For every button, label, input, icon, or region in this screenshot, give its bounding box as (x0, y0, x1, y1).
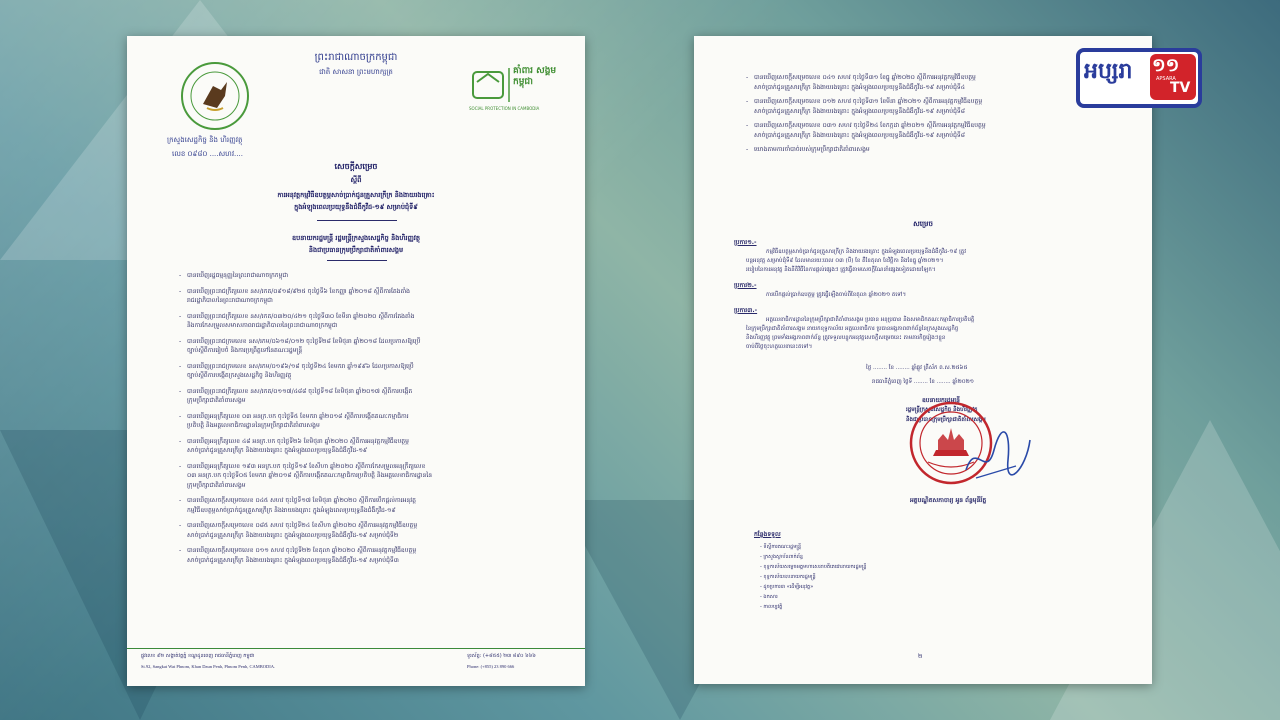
date-lunar: ថ្ងៃ ........ ខែ ........ ឆ្នាំឆ្លូវ ត្រីស័ក ព.ស.២៥៦៥ (866, 365, 968, 371)
clause-line (754, 132, 1127, 141)
clause-text: ក្រុមប្រឹក្សាជាតិគាំពារសង្គម (187, 481, 246, 489)
signatory-title: រដ្ឋមន្ត្រីក្រសួងសេដ្ឋកិច្ច និងហិរញ្ញវត្ថុ (906, 407, 978, 413)
signatory-name: អគ្គបណ្ឌិតសភាចារ្យ អូន ព័ន្ធមុនីរ័ត្ន (910, 497, 987, 504)
clause-text: សាច់ប្រាក់ជូនគ្រួសារក្រីក្រ និងងាយរងគ្រោះ ក្នុងអំឡុងពេលប្រយុទ្ធនឹងជំងឺកូវីដ-១៩ សម្រាប់ជុំទី៣ (187, 556, 399, 564)
signature (956, 420, 1036, 490)
recipient-item (760, 574, 816, 581)
clause-line (179, 387, 560, 397)
clause-line (746, 98, 1127, 107)
bullet-dash: - (179, 547, 182, 554)
clause-text: បានឃើញអនុក្រឹត្យលេខ ១៩៣ អនក្រ.បក ចុះថ្ងៃទី១៩ ខែសីហា ឆ្នាំ២០២០ ស្ដីពីការកែសម្រួលអនុក្រឹត្យលេខ (187, 462, 426, 470)
recipient-item (760, 554, 803, 561)
clause-text: បានឃើញព្រះរាជក្រមលេខ នស/រកម/០១៩៦/១៨ ចុះថ្ងៃទី២៤ ខែមករា ឆ្នាំ១៩៩៦ ដែលប្រកាសឱ្យប្រើ (187, 362, 414, 370)
recipient-item (760, 564, 866, 571)
clause-line (179, 497, 560, 506)
bullet-dash: - (760, 564, 764, 570)
channel-logo (1076, 48, 1202, 108)
clause-text: កម្មវិធីឧបត្ថម្ភសាច់ប្រាក់ជូនគ្រួសារក្រីក្រ និងងាយរងគ្រោះ ក្នុងអំឡុងពេលប្រយុទ្ធនឹងជំងឺកូវីដ-១៩ (187, 506, 396, 514)
bullet-dash: - (760, 594, 764, 600)
channel-tv: TV (1170, 80, 1191, 96)
signatory-title: ឧបនាយករដ្ឋមន្ត្រី (922, 397, 960, 404)
bullet-dash: - (179, 312, 182, 320)
clause-line (179, 462, 560, 472)
clause-text: ០៣ អនក្រ.បក ចុះថ្ងៃទី០៥ ខែមករា ឆ្នាំ២០១៨ ស្ដីពីការបង្កើតគណៈកម្មាធិការប្រតិបត្តិ និងអគ្គលេខាធិការដ្ឋាននៃ (187, 472, 433, 479)
recipient-item (760, 594, 778, 601)
article-line: កម្មវិធីឧបត្ថម្ភសាច់ប្រាក់ជូនគ្រួសារក្រីក្រ និងងាយរងគ្រោះ ក្នុងអំឡុងពេលប្រយុទ្ធនឹងជំងឺកូវីដ-១៩ ត្រូវ (766, 249, 966, 255)
bullet-dash: - (179, 272, 182, 279)
channel-name: អប្សរា (1084, 59, 1133, 84)
bullet-dash: - (179, 497, 182, 504)
clause-line (179, 312, 560, 322)
clause-line (187, 397, 560, 406)
clause-text: បានឃើញសេចក្ដីសម្រេចលេខ ០៤៥ សហវ ចុះថ្ងៃទី១៧ ខែមិថុនា ឆ្នាំ២០២០ ស្ដីពីការបើកផ្ដល់ការអនុវត្ត (187, 497, 416, 504)
recipient-text: ខុទ្ទកាល័យសម្ដេចអគ្គមហាសេនាបតីតេជោនាយករដ្ឋមន្ត្រី (763, 564, 867, 570)
bullet-dash: - (746, 98, 749, 105)
footer-phone-en: Phone: (+855) 23 890 666 (467, 664, 515, 669)
recipient-item (760, 604, 782, 611)
article-line: ការបើកផ្ដល់ប្រាក់ឧបត្ថម្ភ ត្រូវធ្វើឡើងចាប់ពីខែតុលា ឆ្នាំ២០២១ តទៅ។ (766, 292, 906, 298)
kingdom-title: ព្រះរាជាណាចក្រកម្ពុជា (314, 52, 398, 63)
article-line: និងហិរញ្ញវត្ថុ ព្រមទាំងអង្គភាពពាក់ព័ន្ធ ត្រូវទទួលបន្ទុកអនុវត្តសេចក្ដីសម្រេចនេះ តាមភារកិច្ចរៀងៗខ្លួន (746, 335, 946, 341)
clause-line (746, 122, 1127, 131)
article-line: របៀបនៃការអនុវត្ត និងនីតិវិធីនៃការផ្ដល់ផ្សេងៗ ត្រូវធ្វើតាមសេចក្ដីណែនាំផ្សេងទៀតដោយឡែក។ (746, 267, 936, 273)
decides-heading: សម្រេច (913, 220, 933, 228)
recipient-item (760, 584, 813, 591)
ministry-name: ក្រសួងសេដ្ឋកិច្ច និង ហិរញ្ញវត្ថុ (167, 136, 243, 144)
clause-text: រាជរដ្ឋាភិបាលនៃព្រះរាជាណាចក្រកម្ពុជា (187, 297, 273, 304)
clause-line (179, 522, 560, 531)
clause-text: បានឃើញព្រះរាជក្រឹត្យលេខ នស/រកត/០១១៧/៤៨៨ ចុះថ្ងៃទី១៨ ខែមិថុនា ឆ្នាំ២០១៧ ស្ដីពីការបង្កើត (187, 387, 413, 395)
footer-phone-kh: ទូរស័ព្ទ: (+៨៥៥) ២៣ ៨៩០ ៦៦៦ (467, 653, 536, 659)
recipient-text: ដូចប្រការ៣ «ដើម្បីអនុវត្ត» (763, 584, 814, 590)
clause-text: សាច់ប្រាក់ជូនគ្រួសារក្រីក្រ និងងាយរងគ្រោះ ក្នុងអំឡុងពេលប្រយុទ្ធនឹងជំងឺកូវីដ-១៩ សម្រាប់ជុំទី៨ (754, 131, 965, 139)
bullet-dash: - (179, 387, 182, 395)
clause-text: និងការកែសម្រួលសមាសភាពរាជរដ្ឋាភិបាលនៃព្រះរាជាណាចក្រកម្ពុជា (187, 322, 338, 329)
article-line: អគ្គលេខាធិការដ្ឋាននៃក្រុមប្រឹក្សាជាតិគាំពារសង្គម ប្រធាន អនុប្រធាន និងសមាជិកគណៈកម្មាធិការប្រតិបត្តិ (766, 317, 975, 323)
clause-text: សាច់ប្រាក់ជូនគ្រួសារក្រីក្រ និងងាយរងគ្រោះ ក្នុងអំឡុងពេលប្រយុទ្ធនឹងជំងឺកូវីដ-១៩ សម្រាប់ជុំទី៤ (754, 83, 965, 91)
footer-address-en: St.92, Sangkat Wat Phnom, Khan Daun Penh, Phnom Penh, CAMBODIA. (141, 664, 276, 669)
bullet-dash: - (179, 412, 182, 420)
authority-line: និងជាប្រធានក្រុមប្រឹក្សាជាតិគាំពារសង្គម (308, 246, 404, 254)
clause-line (179, 337, 560, 347)
subject-line: ការអនុវត្តកម្មវិធីឧបត្ថម្ភសាច់ប្រាក់ជូនគ្រួសារក្រីក្រ និងងាយរងគ្រោះ (277, 191, 435, 199)
footer-divider (127, 648, 585, 649)
article-line: បន្តអនុវត្ត សម្រាប់ជុំទី៩ ដែលមានរយៈពេល ០៣ (បី) ខែ គឺខែតុលា ខែវិច្ឆិកា និងខែធ្នូ ឆ្នាំ២០២១។ (746, 258, 944, 264)
clause-text: បានឃើញអនុក្រឹត្យលេខ ០៣ អនក្រ.បក ចុះថ្ងៃទី៥ ខែមករា ឆ្នាំ២០១៨ ស្ដីពីការបង្កើតគណៈកម្មាធិការ (187, 412, 409, 420)
clause-text: បានឃើញសេចក្ដីសម្រេចលេខ ០៣១ សហវ ចុះថ្ងៃទី២៤ ខែកក្កដា ឆ្នាំ២០២១ ស្ដីពីការអនុវត្តកម្មវិធីឧបត្ថម្ភ (754, 122, 986, 129)
clause-line (187, 422, 560, 431)
bullet-dash: - (179, 462, 182, 470)
clause-line (187, 447, 560, 456)
kingdom-motto: ជាតិ សាសនា ព្រះមហាក្សត្រ (319, 68, 393, 76)
clause-line (179, 437, 560, 447)
bullet-dash: - (746, 122, 749, 129)
recipient-text: កាលប្បវត្តិ (763, 604, 783, 610)
recipient-text: ខុទ្ទកាល័យឧបនាយករដ្ឋមន្ត្រី (763, 574, 816, 580)
date-solar: រាជធានីភ្នំពេញ ថ្ងៃទី ........ ខែ ........ ឆ្នាំ២០២១ (872, 379, 974, 385)
channel-number: ១១ (1152, 55, 1180, 76)
clause-line (187, 557, 560, 566)
article-line: ចាប់ពីថ្ងៃចុះហត្ថលេខានេះតទៅ។ (746, 344, 813, 350)
subject-line: ក្នុងអំឡុងពេលប្រយុទ្ធនឹងជំងឺកូវីដ-១៩ សម្រាប់ជុំទី៩ (294, 203, 418, 211)
social-protection-logo-text: គាំពារ សង្គម កម្ពុជា (513, 66, 557, 87)
clause-text: បានឃើញសេចក្ដីសម្រេចលេខ ០១២ សហវ ចុះថ្ងៃទី៣១ ខែមីនា ឆ្នាំ២០២១ ស្ដីពីការអនុវត្តកម្មវិធីឧបត្ថម្ភ (754, 98, 983, 105)
document-number: លេខ ០៩៨០ ....សហវ.... (172, 150, 243, 158)
social-protection-logo (469, 60, 559, 116)
clause-text: ច្បាប់ស្ដីពីការរៀបចំ និងការប្រព្រឹត្តទៅនៃគណៈរដ្ឋមន្ត្រី (187, 347, 303, 354)
clause-line (187, 482, 560, 491)
document-page-1 (127, 36, 585, 686)
clause-line (187, 372, 560, 381)
bullet-dash: - (179, 437, 182, 445)
bullet-dash: - (760, 604, 764, 610)
clause-line (187, 322, 560, 331)
page-number: ២ (918, 653, 923, 660)
clause-line (187, 532, 560, 541)
recipient-text: ឯកសារ (763, 594, 778, 600)
clause-line (746, 74, 1127, 83)
clause-text: បានឃើញរដ្ឋធម្មនុញ្ញនៃព្រះរាជាណាចក្រកម្ពុជា (187, 272, 289, 279)
recipient-text: ក្រសួងស្ថាប័នពាក់ព័ន្ធ (763, 554, 803, 560)
clause-text: ច្បាប់ស្ដីពីការបង្កើតក្រសួងសេដ្ឋកិច្ច និងហិរញ្ញវត្ថុ (187, 372, 292, 379)
clause-text: បានឃើញសេចក្ដីសម្រេចលេខ ០៨៥ សហវ ចុះថ្ងៃទី២៤ ខែសីហា ឆ្នាំ២០២០ ស្ដីពីការអនុវត្តកម្មវិធីឧបត្ថម្ភ (187, 522, 418, 529)
bullet-dash: - (179, 337, 182, 345)
clause-line (179, 547, 560, 556)
clause-text: សាច់ប្រាក់ជូនគ្រួសារក្រីក្រ និងងាយរងគ្រោះ ក្នុងអំឡុងពេលប្រយុទ្ធនឹងជំងឺកូវីដ-១៩ សម្រាប់ជុំទី៨ (754, 107, 965, 115)
clause-line (179, 362, 560, 372)
article-label: ប្រការ២.- (734, 282, 757, 289)
clause-text: សាច់ប្រាក់ជូនគ្រួសារក្រីក្រ និងងាយរងគ្រោះ ក្នុងអំឡុងពេលប្រយុទ្ធនឹងជំងឺកូវីដ-១៩ សម្រាប់ជុំទី២ (187, 531, 399, 539)
decision-title: សេចក្ដីសម្រេច (334, 162, 378, 171)
clause-line (746, 146, 1127, 155)
clause-line (754, 84, 1127, 93)
clause-text: ប្រតិបត្តិ និងអគ្គលេខាធិការដ្ឋាននៃក្រុមប្រឹក្សាជាតិគាំពារសង្គម (187, 422, 320, 429)
divider (327, 260, 387, 261)
clause-text: សាច់ប្រាក់ជូនគ្រួសារក្រីក្រ និងងាយរងគ្រោះ ក្នុងអំឡុងពេលប្រយុទ្ធនឹងជំងឺកូវីដ-១៩ (187, 447, 368, 454)
clause-line (754, 108, 1127, 117)
clause-text: បានឃើញព្រះរាជក្រឹត្យលេខ នស/រកត/០៩១៨/៩២៥ ចុះថ្ងៃទី៦ ខែកញ្ញា ឆ្នាំ២០១៨ ស្ដីពីការតែងតាំង (187, 287, 410, 295)
clause-line (179, 412, 560, 422)
bullet-dash: - (179, 287, 182, 295)
clause-line (187, 297, 560, 306)
article-label: ប្រការ៣.- (734, 307, 758, 314)
recipient-text: ទីស្ដីការគណៈរដ្ឋមន្ត្រី (763, 544, 802, 550)
footer-address-kh: ផ្លូវលេខ ៩២ សង្កាត់វត្តភ្នំ ខណ្ឌដូនពេញ រាជធានីភ្នំពេញ កម្ពុជា (141, 653, 255, 659)
bullet-dash: - (760, 584, 764, 590)
clause-text: បានឃើញអនុក្រឹត្យលេខ ៤៨ អនក្រ.បក ចុះថ្ងៃទី២៦ ខែមិថុនា ឆ្នាំ២០២០ ស្ដីពីការអនុវត្តកម្មវិធីឧបត្ថម្ភ (187, 437, 409, 445)
bullet-dash: - (746, 146, 749, 153)
clause-text: បានឃើញសេចក្ដីសម្រេចលេខ ០៤១ សហវ ចុះថ្ងៃទី៣១ ខែធ្នូ ឆ្នាំ២០២០ ស្ដីពីការអនុវត្តកម្មវិធីឧបត្ថម្ភ (754, 74, 976, 81)
bullet-dash: - (760, 554, 764, 560)
clause-text: យោងតាមការចាំបាច់របស់ក្រុមប្រឹក្សាជាតិគាំពារសង្គម (754, 146, 870, 153)
document-page-2 (694, 36, 1152, 684)
clause-line (187, 507, 560, 516)
article-label: ប្រការ១.- (734, 239, 757, 246)
clause-line (187, 472, 560, 481)
bullet-dash: - (746, 74, 749, 81)
authority-line: ឧបនាយករដ្ឋមន្ត្រី រដ្ឋមន្ត្រីក្រសួងសេដ្ឋកិច្ច និងហិរញ្ញវត្ថុ (292, 234, 420, 242)
clause-line (179, 272, 560, 281)
recipients-title: កន្លែងទទួល (754, 531, 781, 538)
clause-line (179, 287, 560, 297)
recipient-item (760, 544, 801, 551)
bullet-dash: - (179, 362, 182, 370)
signatory-title: និងជាប្រធានក្រុមប្រឹក្សាជាតិគាំពារសង្គម (906, 417, 986, 423)
clause-text: បានឃើញសេចក្ដីសម្រេចលេខ ០១១ សហវ ចុះថ្ងៃទី២២ ខែតុលា ឆ្នាំ២០២០ ស្ដីពីការអនុវត្តកម្មវិធីឧបត្ថម្ភ (187, 547, 417, 554)
bullet-dash: - (179, 522, 182, 529)
clause-text: បានឃើញព្រះរាជក្រឹត្យលេខ នស/រកត/០៣២០/៤២១ ចុះថ្ងៃទី៣០ ខែមីនា ឆ្នាំ២០២០ ស្ដីពីការតែងតាំង (187, 312, 415, 320)
channel-small-label: APSARA (1156, 76, 1176, 82)
clause-text: ក្រុមប្រឹក្សាជាតិគាំពារសង្គម (187, 397, 246, 404)
article-line: នៃក្រុមប្រឹក្សាជាតិគាំពារសង្គម នាយកខុទ្ទកាល័យ អគ្គលេខាធិការ ប្រធានអង្គភាពពាក់ព័ន្ធនៃក្រសួងសេដ្ឋកិច្ច (746, 326, 959, 332)
bullet-dash: - (760, 574, 764, 580)
about-label: ស្ដីពី (350, 176, 362, 184)
social-protection-subtitle: SOCIAL PROTECTION IN CAMBODIA (469, 106, 540, 111)
clause-line (187, 347, 560, 356)
clause-text: បានឃើញព្រះរាជក្រមលេខ នស/រកម/០៦១៨/០១២ ចុះថ្ងៃទី២៨ ខែមិថុនា ឆ្នាំ២០១៨ ដែលប្រកាសឱ្យប្រើ (187, 337, 421, 345)
bullet-dash: - (760, 544, 764, 550)
divider (317, 220, 397, 221)
